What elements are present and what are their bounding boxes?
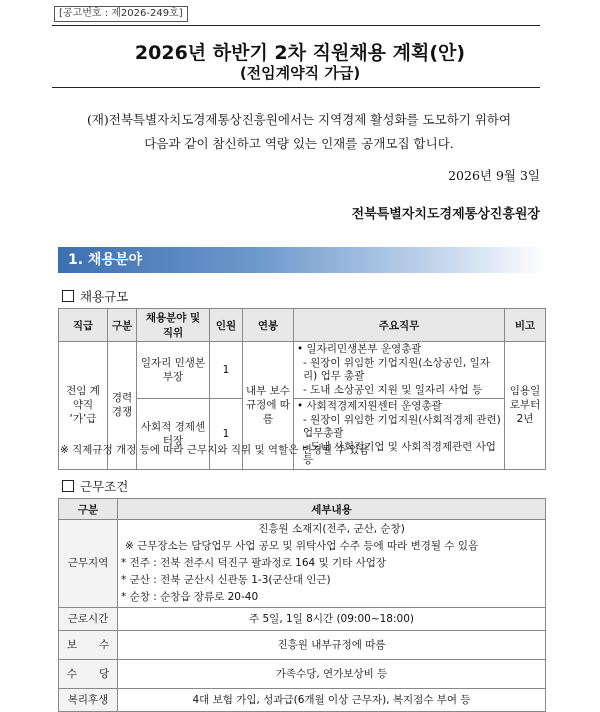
- duty-line: - 도내 사회적기업 및 사회적경제관련 사업 등: [303, 440, 496, 466]
- col-header-duties: 주요직무: [294, 309, 505, 342]
- location-line: * 군산 : 전북 군산시 신관동 1-3(군산대 인근): [121, 574, 331, 586]
- section-1-header: 1. 채용분야: [58, 247, 546, 273]
- duties-cell: [294, 342, 505, 399]
- welfare-label: 복리후생: [59, 689, 118, 712]
- table-row: [59, 608, 546, 631]
- intro-line-2: 다음과 같이 참신하고 역량 있는 인재를 공개모집 합니다.: [144, 136, 454, 151]
- table-note: ※ 직제규정 개정 등에 따라 근무지와 직위 및 역할은 변경될 수 있음: [60, 444, 370, 456]
- duties-cell: [294, 399, 505, 470]
- work-conditions-table: [58, 498, 546, 712]
- count-cell: 1: [210, 342, 243, 399]
- col-header-grade: 직급: [59, 309, 108, 342]
- table-row: [59, 520, 546, 608]
- title-rule: [52, 87, 540, 88]
- grade-cell: 전임 계약직 ‘가’급: [59, 342, 108, 470]
- intro-paragraph: [54, 108, 544, 156]
- col-header-remark: 비고: [505, 309, 546, 342]
- remark-cell: 임용일 로부터 2년: [505, 342, 546, 470]
- square-bullet-icon: [62, 290, 74, 302]
- table-row: [59, 689, 546, 712]
- page-title: 2026년 하반기 2차 직원채용 계획(안): [134, 42, 466, 64]
- type-cell: 경력 경쟁: [108, 342, 137, 470]
- recruitment-scale-heading: 채용규모: [62, 287, 128, 305]
- duty-line: • 일자리민생본부 운영총괄: [297, 343, 422, 355]
- duty-line: - 원장이 위임한 기업지원(사회적경제 관련) 업무총괄: [303, 413, 501, 439]
- duty-line: • 사회적경제지원센터 운영총괄: [297, 400, 442, 412]
- col-header-position: 채용분야 및 직위: [137, 309, 210, 342]
- hours-label: 근로시간: [59, 608, 118, 631]
- location-line: ※ 근무장소는 담당업무 사업 공모 및 위탁사업 수주 등에 따라 변경될 수 있음: [125, 540, 479, 552]
- duty-line: - 도내 소상공인 지원 및 일자리 사업 등: [303, 383, 483, 396]
- col-header-type: 구분: [108, 309, 137, 342]
- location-label: 근무지역: [59, 520, 118, 608]
- pay-label: 보수: [59, 631, 118, 660]
- count-cell: 1: [210, 399, 243, 470]
- page-subtitle: (전임계약직 가급): [239, 64, 361, 82]
- top-rule: [52, 25, 540, 26]
- intro-line-1: (재)전북특별자치도경제통상진흥원에서는 지역경제 활성화를 도모하기 위하여: [86, 112, 512, 127]
- col-header-details: 세부내용: [118, 499, 546, 520]
- table-row: [59, 631, 546, 660]
- position-cell: 일자리 민생본부장: [137, 342, 210, 399]
- work-conditions-heading: 근무조건: [62, 477, 128, 495]
- issuer-name: 전북특별자치도경제통상진흥원장: [351, 207, 540, 222]
- pay-value: 진흥원 내부규정에 따름: [118, 631, 546, 660]
- table-row: [59, 660, 546, 689]
- location-line: * 순창 : 순창읍 장류로 20-40: [121, 591, 259, 603]
- announcement-number: [공고번호 : 제2026-249호]: [54, 6, 188, 22]
- notice-date: 2026년 9월 3일: [448, 168, 540, 183]
- location-details: [118, 520, 546, 608]
- location-line: * 전주 : 전북 전주시 덕진구 팔과정로 164 및 기타 사업장: [121, 557, 387, 569]
- duty-line: - 원장이 위임한 기업지원(소상공인, 일자리) 업무 총괄: [303, 356, 490, 382]
- hours-value: 주 5일, 1일 8시간 (09:00~18:00): [118, 608, 546, 631]
- table-header-row: [59, 309, 546, 342]
- allowance-label: 수당: [59, 660, 118, 689]
- salary-cell: 내부 보수규정에 따름: [243, 342, 294, 470]
- table-header-row: [59, 499, 546, 520]
- table-row: [59, 342, 546, 399]
- square-bullet-icon: [62, 480, 74, 492]
- col-header-salary: 연봉: [243, 309, 294, 342]
- col-header-count: 인원: [210, 309, 243, 342]
- allowance-value: 가족수당, 연가보상비 등: [118, 660, 546, 689]
- position-cell: 사회적 경제센터장: [137, 399, 210, 470]
- location-line: 진흥원 소재지(전주, 군산, 순창): [258, 523, 405, 535]
- welfare-value: 4대 보험 가입, 성과급(6개월 이상 근무자), 복지점수 부여 등: [118, 689, 546, 712]
- col-header-category: 구분: [59, 499, 118, 520]
